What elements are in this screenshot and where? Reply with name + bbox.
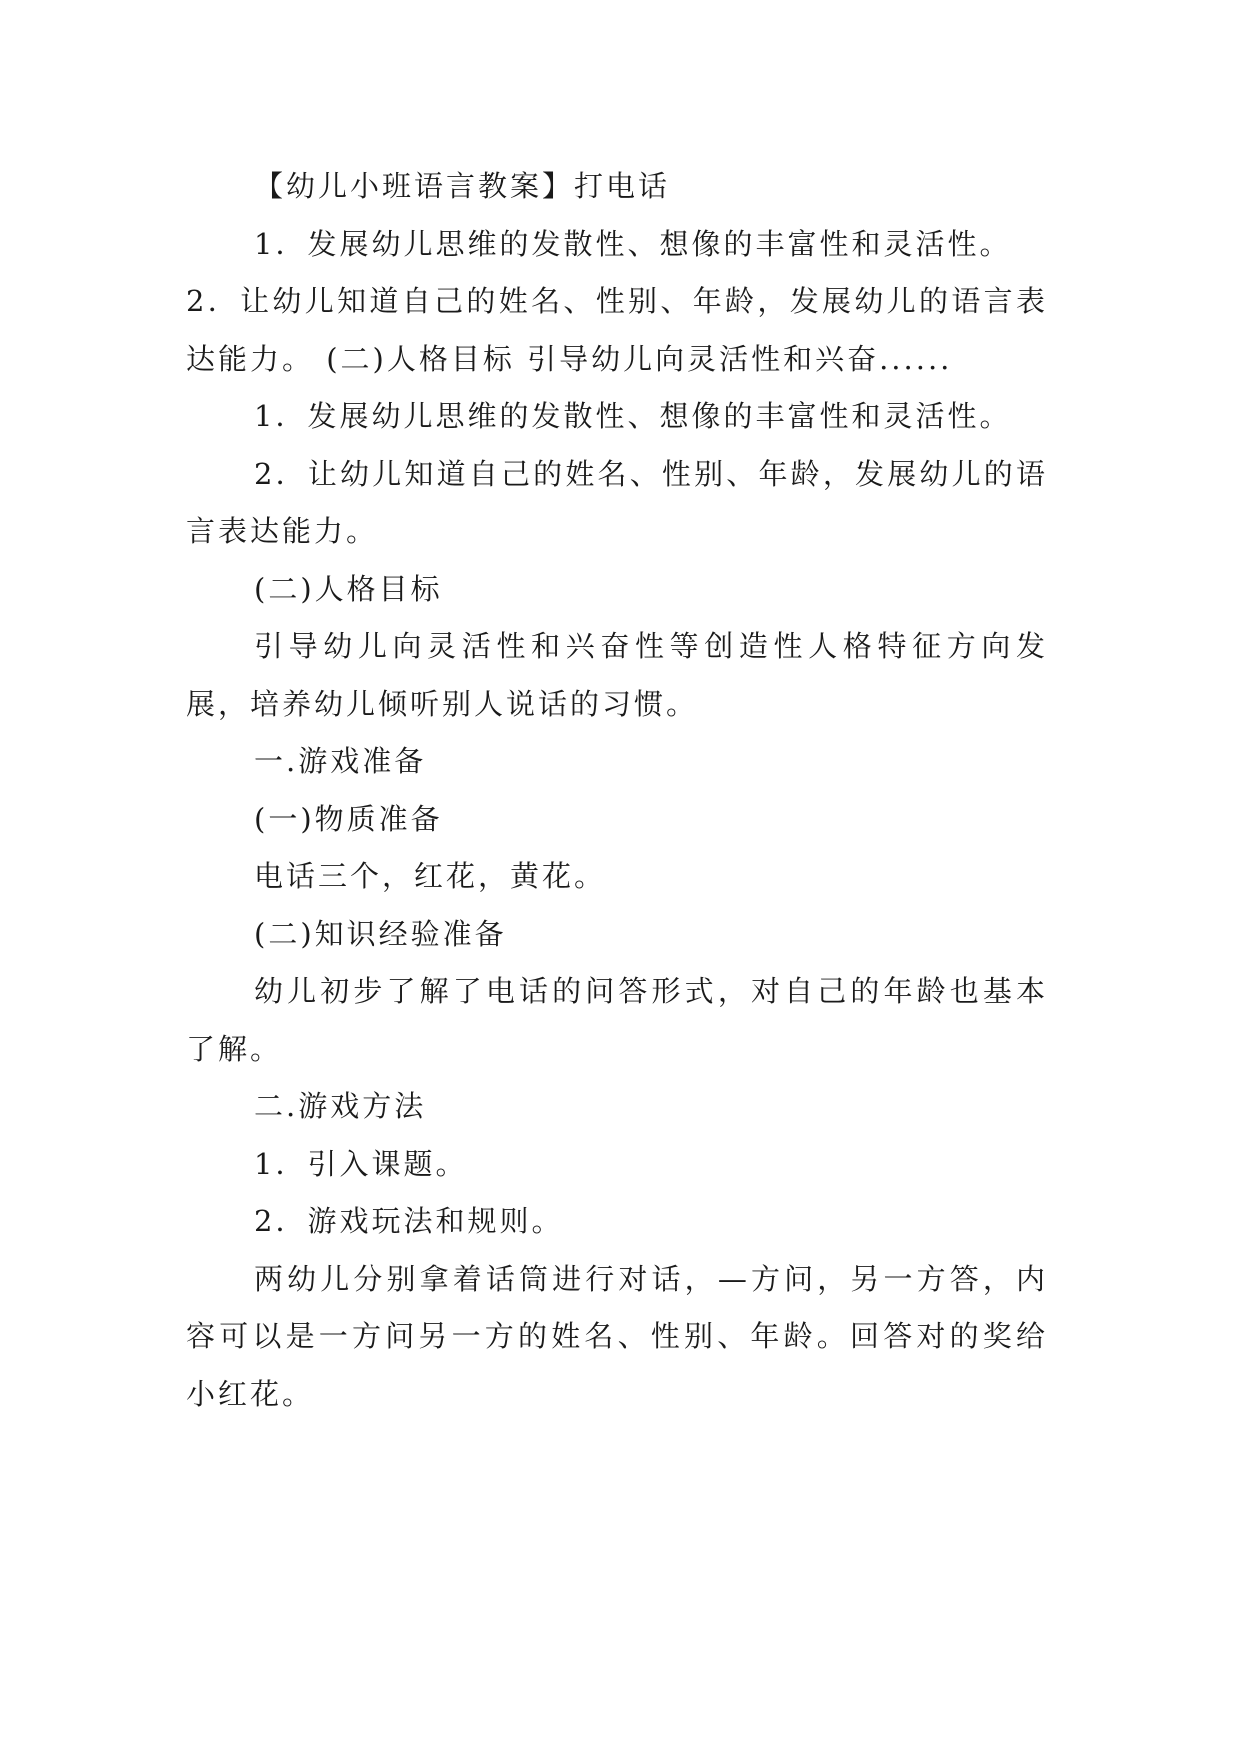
goal-2: 2．让幼儿知道自己的姓名、性别、年龄，发展幼儿的语言表达能力。 — [186, 456, 1048, 548]
knowledge-preparation-text: 幼儿初步了解了电话的问答形式，对自己的年龄也基本了解。 — [186, 974, 1048, 1066]
document-body — [186, 158, 1048, 1423]
subheading-material-preparation: (一)物质准备 — [254, 801, 443, 836]
summary-excerpt: 2．让幼儿知道自己的姓名、性别、年龄，发展幼儿的语言表达能力。 (二)人格目标 引导幼儿向灵活性和兴奋...... — [186, 284, 1048, 376]
summary-goal-1: 1．发展幼儿思维的发散性、想像的丰富性和灵活性。 — [254, 226, 1012, 261]
game-rules-text: 两幼儿分别拿着话筒进行对话，—方问，另一方答，内容可以是一方问另一方的姓名、性别、年龄。回答对的奖给小红花。 — [186, 1261, 1048, 1411]
section-heading-personality-goal: (二)人格目标 — [254, 571, 443, 606]
document-title: 【幼儿小班语言教案】打电话 — [254, 169, 671, 203]
method-step-2: 2．游戏玩法和规则。 — [254, 1204, 564, 1238]
personality-goal-text: 引导幼儿向灵活性和兴奋性等创造性人格特征方向发展，培养幼儿倾听别人说话的习惯。 — [186, 629, 1048, 721]
section-heading-game-method: 二.游戏方法 — [254, 1089, 427, 1123]
material-preparation-text: 电话三个，红花，黄花。 — [254, 859, 607, 893]
section-heading-game-preparation: 一.游戏准备 — [254, 744, 427, 778]
subheading-knowledge-preparation: (二)知识经验准备 — [254, 916, 507, 951]
method-step-1: 1．引入课题。 — [254, 1146, 468, 1181]
goal-1: 1．发展幼儿思维的发散性、想像的丰富性和灵活性。 — [254, 399, 1012, 433]
